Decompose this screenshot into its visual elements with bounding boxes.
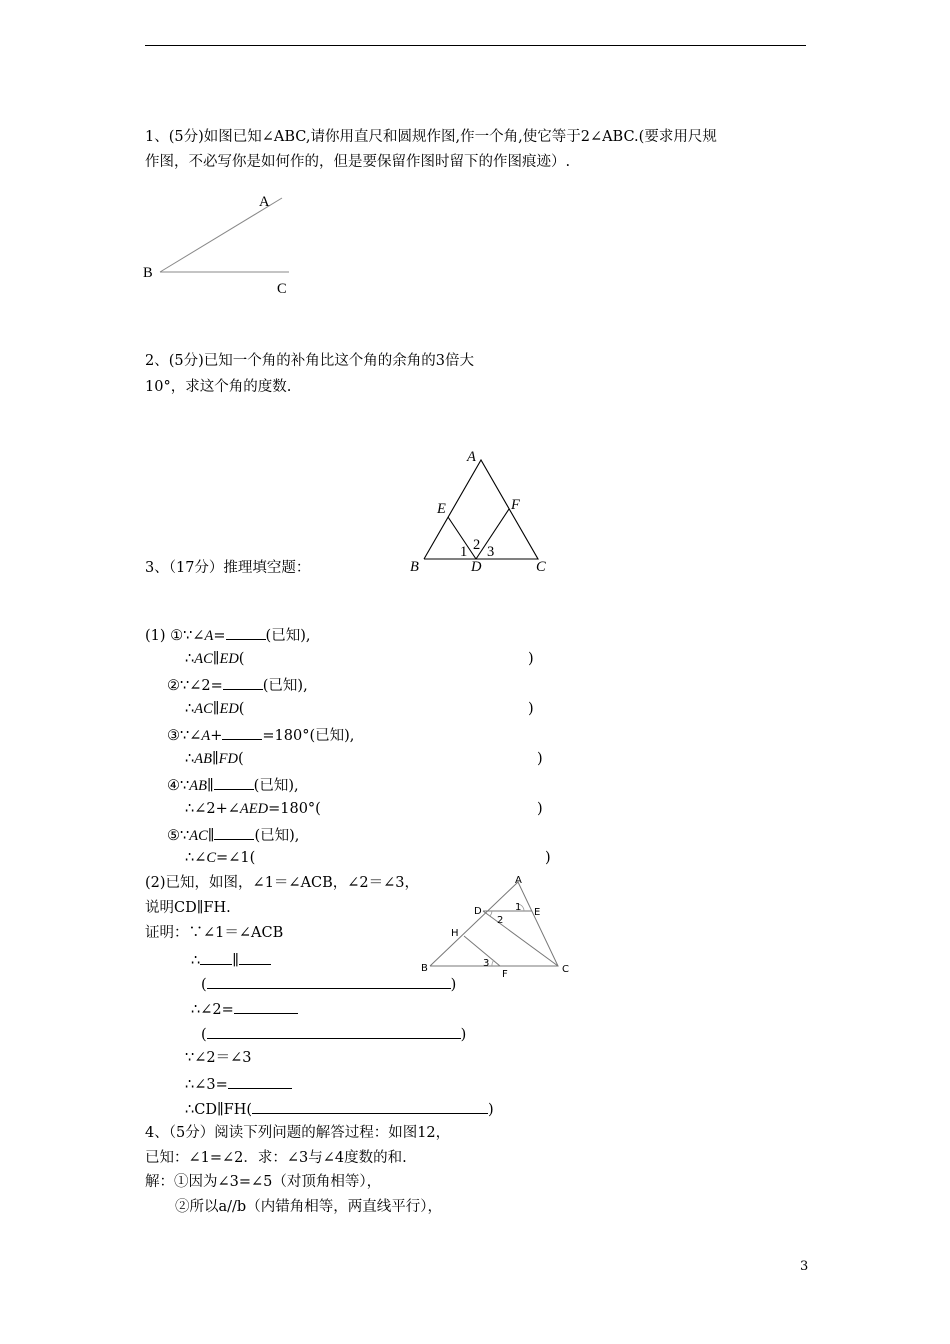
header-rule [145, 45, 806, 46]
q3-p1-row7: ④∵AB∥ (已知), [167, 775, 299, 795]
q3-label-e: E [437, 501, 446, 517]
q1-label-c: C [277, 281, 287, 297]
q3-p1-row10: ∴∠C=∠1( [185, 850, 256, 866]
q3-p1-row5: ③∵∠A+ =180°(已知), [167, 725, 354, 745]
q3-p2-label-d: D [474, 906, 482, 917]
q3-p2-proof6: ∵∠2＝∠3 [185, 1050, 252, 1066]
q1-text-line2: 作图，不必写你是如何作的，但是要保留作图时留下的作图痕迹）. [145, 154, 571, 170]
q4-line1: 4、（5分）阅读下列问题的解答过程：如图12， [145, 1125, 451, 1141]
blank[interactable] [226, 625, 266, 640]
q3-p1-row10-close: ) [545, 850, 551, 866]
q3-label-f: F [511, 497, 520, 513]
q3-p2-proof4: ∴∠2= [191, 999, 298, 1019]
blank[interactable] [214, 825, 254, 840]
q3-title: 3、（17分）推理填空题： [145, 560, 311, 576]
q3-p1-row1: (1) ①∵∠A= (已知), [145, 625, 310, 645]
q3-p1-row6-close: ) [537, 751, 543, 767]
q3-p2-proof5: ( ) [201, 1024, 466, 1044]
q3-p1-row4: ∴AC∥ED( [185, 701, 245, 717]
q3-p1-row4-close: ) [528, 701, 534, 717]
page-number: 3 [800, 1259, 809, 1274]
q1-text-line1: 1、(5分)如图已知∠ABC,请你用直尺和圆规作图,作一个角,使它等于2∠ABC.(要求用尺规 [145, 129, 717, 145]
q3-p2-proof3: ( ) [201, 974, 456, 994]
q3-p2-line2: 说明CD∥FH. [145, 900, 231, 916]
q1-angle-figure [140, 190, 300, 300]
q3-label-b: B [410, 559, 419, 575]
blank[interactable] [239, 950, 271, 965]
q3-p2-proof1: 证明：∵∠1＝∠ACB [145, 925, 284, 941]
q3-p2-label-e: E [534, 907, 541, 918]
q2-text-line2: 10°，求这个角的度数. [145, 379, 292, 395]
q3-p2-label-c: C [562, 964, 569, 975]
q4-line2: 已知：∠1=∠2．求：∠3与∠4度数的和. [145, 1150, 407, 1166]
blank[interactable] [228, 1074, 292, 1089]
q3-label-3: 3 [487, 544, 495, 560]
blank[interactable] [200, 950, 232, 965]
q3-p2-label-2: 2 [497, 915, 504, 926]
q3-p2-line1: (2)已知，如图，∠1＝∠ACB，∠2＝∠3， [145, 875, 420, 891]
blank[interactable] [214, 775, 254, 790]
q3-p1-row6: ∴AB∥FD( [185, 751, 244, 767]
q3-p2-label-h: H [451, 928, 459, 939]
blank[interactable] [207, 974, 451, 989]
blank[interactable] [252, 1099, 488, 1114]
q3-label-d: D [471, 559, 482, 575]
q2-text-line1: 2、(5分)已知一个角的补角比这个角的余角的3倍大 [145, 353, 474, 369]
q3-p1-row3: ②∵∠2= (已知), [167, 675, 308, 695]
q3-label-a: A [467, 449, 476, 465]
q3-p2-label-f: F [502, 969, 508, 980]
q3-p1-row2: ∴AC∥ED( [185, 651, 245, 667]
q3-p2-label-1: 1 [515, 902, 522, 913]
q3-p2-label-a: A [515, 875, 522, 886]
q1-label-a: A [259, 194, 270, 210]
q3-p2-proof7: ∴∠3= [185, 1074, 292, 1094]
q3-p2-proof8: ∴CD∥FH( ) [185, 1099, 494, 1119]
q3-label-2: 2 [473, 537, 481, 553]
q3-p1-row2-close: ) [528, 651, 534, 667]
blank[interactable] [222, 725, 262, 740]
blank[interactable] [223, 675, 263, 690]
q3-p2-label-b: B [421, 963, 428, 974]
q4-line3: 解：①因为∠3=∠5（对顶角相等）， [145, 1174, 382, 1190]
blank[interactable] [234, 999, 298, 1014]
q3-label-c: C [536, 559, 546, 575]
blank[interactable] [207, 1024, 461, 1039]
q3-p2-label-3: 3 [483, 958, 490, 969]
q3-p1-row9: ⑤∵AC∥ (已知), [167, 825, 299, 845]
q1-label-b: B [143, 265, 153, 281]
q3-p1-row8-close: ) [537, 801, 543, 817]
q3-p1-row8: ∴∠2+∠AED=180°( [185, 801, 321, 817]
q4-line4: ②所以a//b（内错角相等，两直线平行）， [175, 1199, 442, 1215]
q3-p2-proof2: ∴ ∥ [191, 950, 271, 970]
q3-label-1: 1 [460, 544, 468, 560]
